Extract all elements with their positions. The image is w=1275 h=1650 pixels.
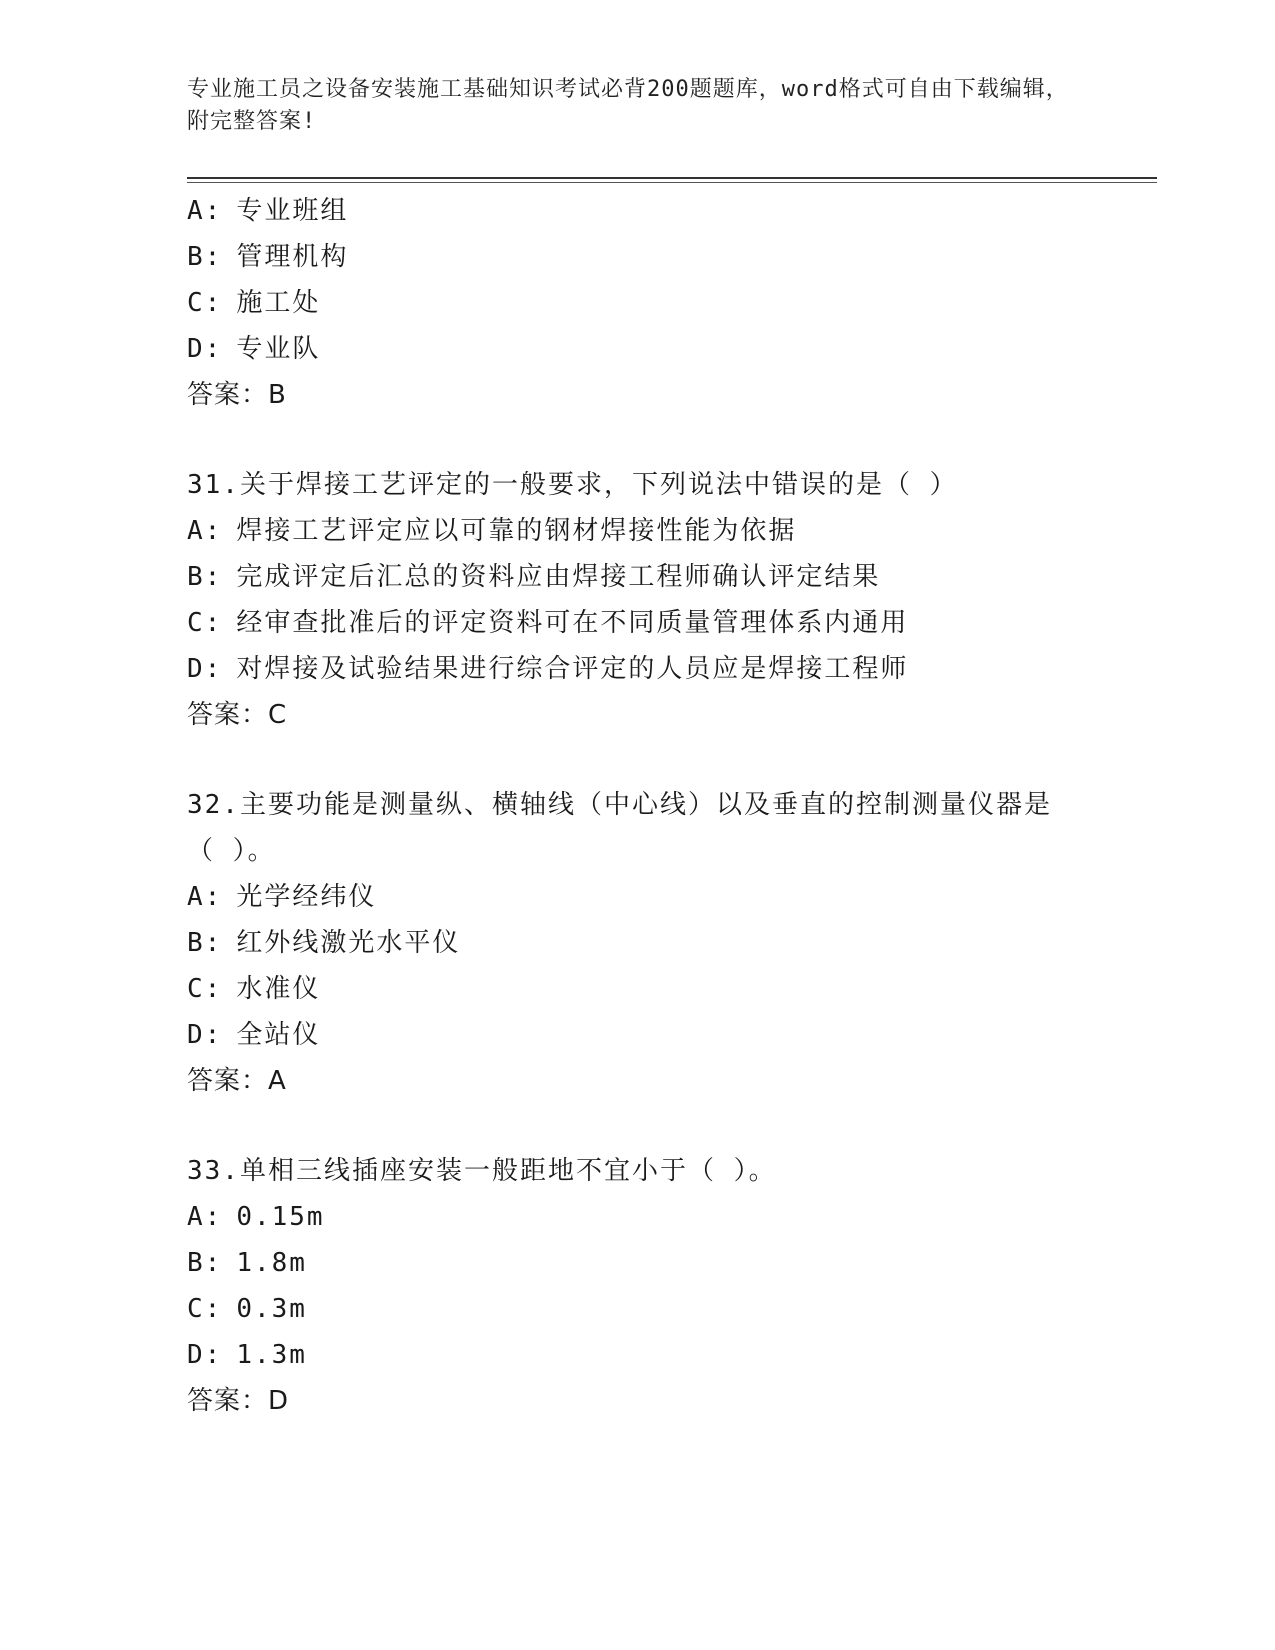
document-header: 专业施工员之设备安装施工基础知识考试必背200题题库，word格式可自由下载编辑，附完整答案! bbox=[187, 77, 1069, 134]
header-divider bbox=[187, 177, 1157, 183]
option-a: A: 0.15m bbox=[187, 1202, 325, 1232]
divider-thin-line bbox=[187, 182, 1157, 183]
option-b: B: 红外线激光水平仪 bbox=[187, 928, 461, 958]
option-a: A: 专业班组 bbox=[187, 196, 349, 226]
question-block-33 bbox=[187, 1148, 1147, 1424]
answer-line: 答案：D bbox=[187, 1386, 290, 1416]
option-c: C: 水准仪 bbox=[187, 974, 321, 1004]
question-text: 32.主要功能是测量纵、横轴线（中心线）以及垂直的控制测量仪器是 bbox=[187, 790, 1052, 820]
answer-line: 答案：A bbox=[187, 1066, 287, 1096]
divider-thick-line bbox=[187, 177, 1157, 179]
answer-line: 答案：B bbox=[187, 380, 287, 410]
option-b: B: 完成评定后汇总的资料应由焊接工程师确认评定结果 bbox=[187, 562, 881, 592]
option-b: B: 1.8m bbox=[187, 1248, 307, 1278]
question-text: 31.关于焊接工艺评定的一般要求，下列说法中错误的是（ ） bbox=[187, 470, 958, 500]
option-d: D: 对焊接及试验结果进行综合评定的人员应是焊接工程师 bbox=[187, 654, 909, 684]
question-block-30 bbox=[187, 188, 1147, 418]
option-c: C: 经审查批准后的评定资料可在不同质量管理体系内通用 bbox=[187, 608, 909, 638]
question-list bbox=[187, 188, 1147, 1424]
option-b: B: 管理机构 bbox=[187, 242, 349, 272]
question-block-31 bbox=[187, 462, 1147, 738]
option-c: C: 施工处 bbox=[187, 288, 321, 318]
question-block-32 bbox=[187, 782, 1147, 1104]
question-text: 33.单相三线插座安装一般距地不宜小于（ ）。 bbox=[187, 1156, 777, 1186]
answer-line: 答案：C bbox=[187, 700, 288, 730]
question-text-continued: （ ）。 bbox=[187, 836, 276, 866]
option-d: D: 专业队 bbox=[187, 334, 321, 364]
option-c: C: 0.3m bbox=[187, 1294, 307, 1324]
option-a: A: 光学经纬仪 bbox=[187, 882, 377, 912]
option-a: A: 焊接工艺评定应以可靠的钢材焊接性能为依据 bbox=[187, 516, 797, 546]
option-d: D: 1.3m bbox=[187, 1340, 307, 1370]
option-d: D: 全站仪 bbox=[187, 1020, 321, 1050]
